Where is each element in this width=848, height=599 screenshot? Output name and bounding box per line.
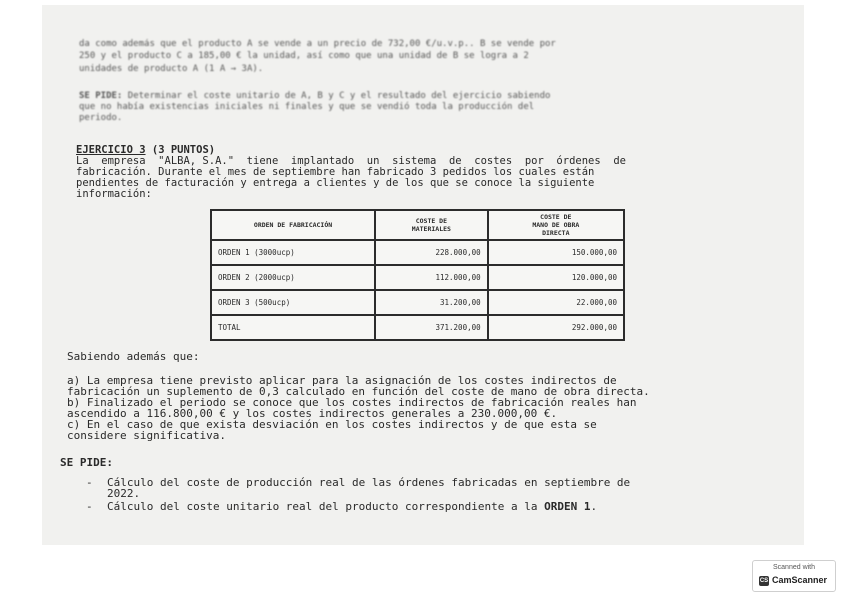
- table-row: [211, 290, 624, 315]
- task-text: Cálculo del coste unitario real del producto correspondiente a la: [107, 500, 545, 513]
- cell-labor: 120.000,00: [488, 265, 624, 290]
- exercise-line: información:: [76, 188, 152, 200]
- camscanner-watermark: [752, 560, 836, 592]
- cost-table: [210, 209, 625, 341]
- cell-order: ORDEN 3 (500ucp): [211, 290, 375, 315]
- task-line: [107, 500, 597, 513]
- se-pide-label: SE PIDE:: [79, 91, 123, 101]
- cell-labor: 292.000,00: [488, 315, 624, 340]
- cell-labor: 22.000,00: [488, 290, 624, 315]
- task-line: 2022.: [107, 487, 141, 500]
- condition-line: fabricación un suplemento de 0,3 calculado en función del coste de mano de obra directa.: [67, 385, 650, 398]
- cell-order: ORDEN 1 (3000ucp): [211, 240, 375, 265]
- se-pide-line: periodo.: [79, 113, 123, 123]
- exercise-line: fabricación. Durante el mes de septiembre han fabricado 3 pedidos los cuales están: [76, 166, 595, 178]
- camscanner-icon: CS: [759, 578, 769, 584]
- se-pide-line: [79, 91, 550, 102]
- sabiendo-heading: Sabiendo además que:: [67, 350, 200, 363]
- condition-line: c) En el caso de que exista desviación en los costes indirectos y de que esta se: [67, 418, 597, 431]
- paragraph-line: da como además que el producto A se vende a un precio de 732,00 €/u.v.p.. B se vende por: [79, 39, 556, 49]
- task-tail: .: [590, 500, 598, 513]
- exercise-title: EJERCICIO 3: [76, 144, 146, 156]
- table-row: [211, 240, 624, 265]
- condition-line: a) La empresa tiene previsto aplicar para la asignación de los costes indirectos de: [67, 374, 617, 387]
- condition-line: ascendido a 116.800,00 € y los costes indirectos generales a 230.000,00 €.: [67, 407, 558, 420]
- table-header-row: [211, 210, 624, 240]
- cell-materials: 31.200,00: [375, 290, 488, 315]
- bullet-dash: -: [86, 476, 93, 489]
- task-emphasis: ORDEN 1: [544, 500, 591, 513]
- cell-materials: 371.200,00: [375, 315, 488, 340]
- watermark-brand: CamScanner: [772, 575, 828, 585]
- exercise-line: pendientes de facturación y entrega a clientes y de los que se conoce la siguiente: [76, 177, 595, 189]
- exercise-points: (3 PUNTOS): [145, 144, 216, 156]
- se-pide-text: Determinar el coste unitario de A, B y C y el resultado del ejercicio sabiendo: [122, 91, 551, 101]
- watermark-caption: Scanned with: [772, 564, 816, 571]
- condition-line: b) Finalizado el periodo se conoce que los costes indirectos de fabricación reales han: [67, 396, 637, 409]
- cell-materials: 228.000,00: [375, 240, 488, 265]
- header-order: ORDEN DE FABRICACIÓN: [211, 210, 375, 240]
- header-labor: COSTE DE MANO DE OBRA DIRECTA: [488, 210, 624, 240]
- table-row: [211, 265, 624, 290]
- se-pide-line: que no había existencias iniciales ni finales y que se vendió toda la producción del: [79, 102, 535, 112]
- header-materials: COSTE DE MATERIALES: [375, 210, 488, 240]
- bullet-dash: -: [86, 500, 93, 513]
- cell-labor: 150.000,00: [488, 240, 624, 265]
- condition-line: considere significativa.: [67, 429, 226, 442]
- table-total-row: [211, 315, 624, 340]
- task-line: Cálculo del coste de producción real de las órdenes fabricadas en septiembre de: [107, 476, 631, 489]
- cell-order: TOTAL: [211, 315, 375, 340]
- paragraph-line: unidades de producto A (1 A → 3A).: [79, 64, 264, 74]
- exercise-line: La empresa "ALBA, S.A." tiene implantado un sistema de costes por órdenes de: [76, 155, 626, 167]
- paragraph-line: 250 y el producto C a 185,00 € la unidad, así como que una unidad de B se logra a 2: [79, 51, 529, 61]
- cell-order: ORDEN 2 (2000ucp): [211, 265, 375, 290]
- cell-materials: 112.000,00: [375, 265, 488, 290]
- se-pide-heading: SE PIDE:: [60, 456, 113, 469]
